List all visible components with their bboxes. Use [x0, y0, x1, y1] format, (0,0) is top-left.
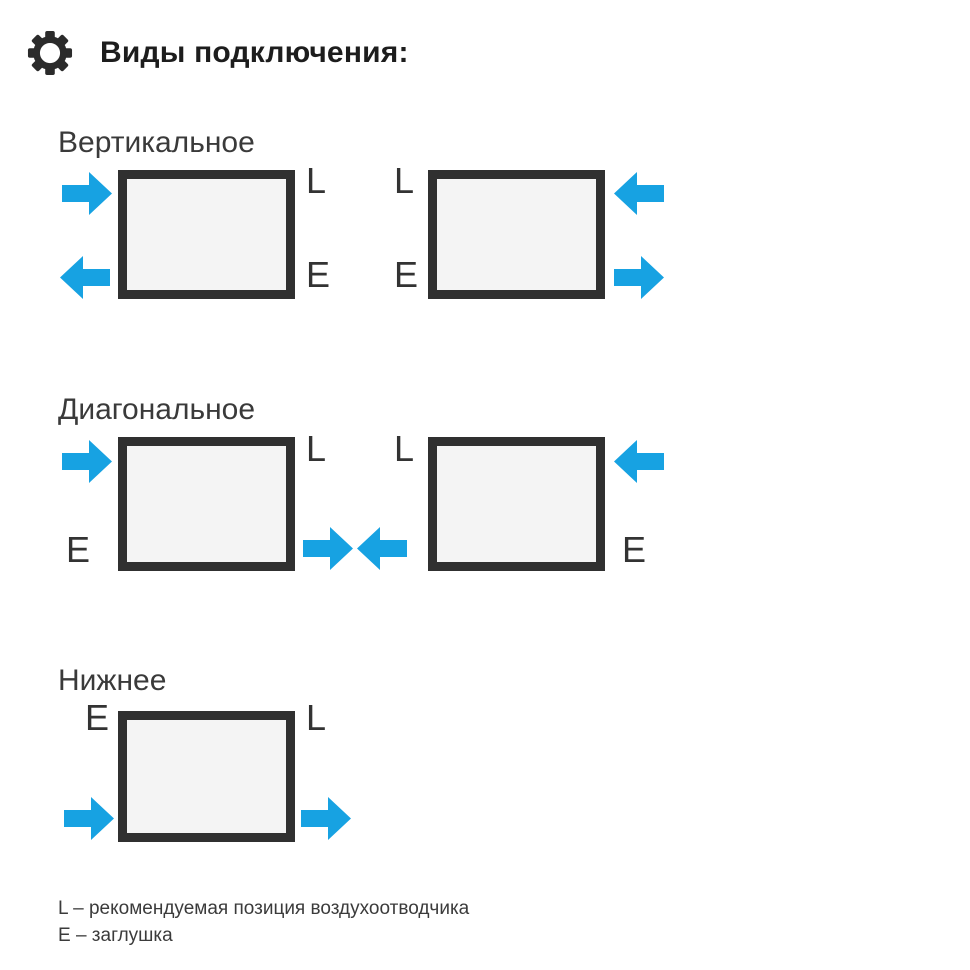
flow-arrow-inlet-left-icon [614, 172, 664, 215]
port-label-E: E [394, 254, 419, 295]
flow-arrow-outlet-left-icon [60, 256, 110, 299]
legend-line-L: L – рекомендуемая позиция воздухоотводчика [58, 898, 470, 919]
flow-arrow-outlet-right-icon [303, 527, 353, 570]
port-label-L: L [306, 428, 327, 469]
port-label-L: L [306, 160, 327, 201]
port-label-L: L [394, 160, 415, 201]
port-label-L: L [394, 428, 415, 469]
port-label-E: E [306, 254, 331, 295]
flow-arrow-inlet-right-icon [64, 797, 114, 840]
section-title-diagonal: Диагональное [58, 393, 256, 426]
radiator-box [428, 170, 605, 299]
port-label-E: E [66, 529, 91, 570]
legend [58, 896, 469, 950]
radiator-box [118, 711, 295, 842]
port-label-L: L [306, 697, 327, 738]
legend-line-E: E – заглушка [58, 924, 173, 946]
gear-icon [27, 30, 73, 76]
port-label-E: E [622, 529, 647, 570]
flow-arrow-outlet-right-icon [301, 797, 351, 840]
radiator-box [428, 437, 605, 571]
section-title-bottom: Нижнее [58, 664, 167, 697]
page-title: Виды подключения: [100, 36, 409, 69]
flow-arrow-outlet-left-icon [357, 527, 407, 570]
flow-arrow-inlet-right-icon [62, 440, 112, 483]
radiator-box [118, 170, 295, 299]
section-title-vertical: Вертикальное [58, 126, 255, 159]
port-label-E: E [85, 697, 110, 738]
flow-arrow-outlet-right-icon [614, 256, 664, 299]
radiator-box [118, 437, 295, 571]
flow-arrow-inlet-right-icon [62, 172, 112, 215]
flow-arrow-inlet-left-icon [614, 440, 664, 483]
